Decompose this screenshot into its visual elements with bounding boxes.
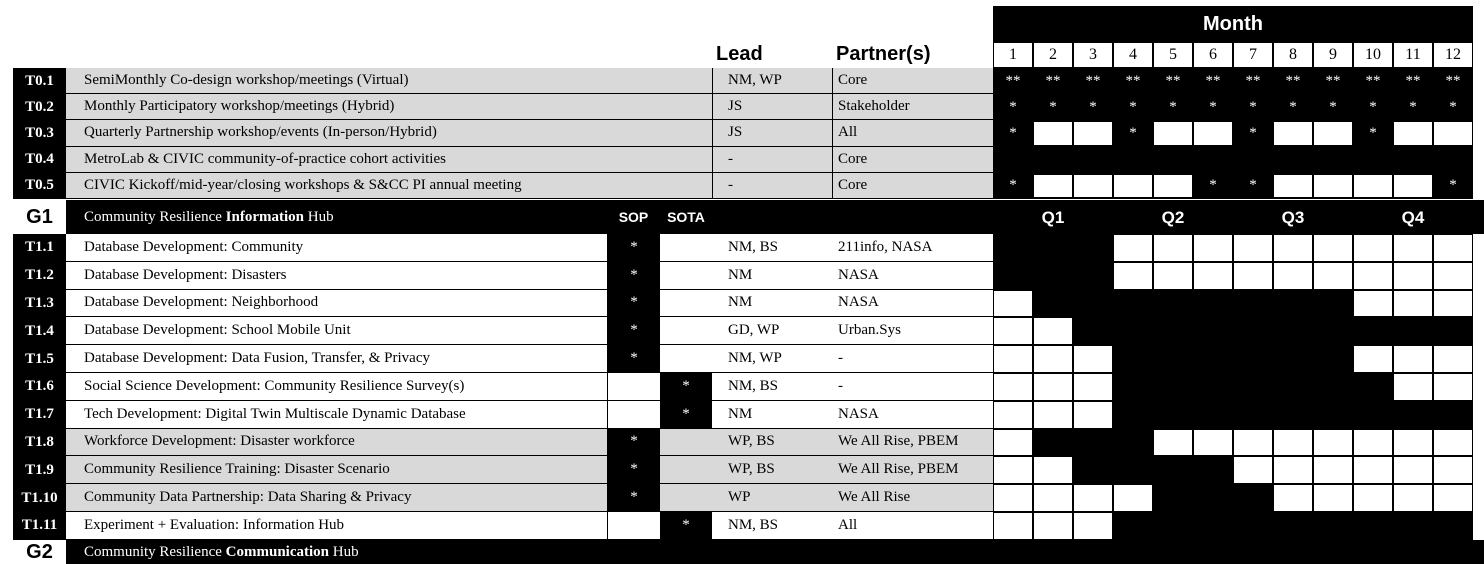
- month-cell-active: [1073, 317, 1113, 345]
- month-cell-empty: [1274, 235, 1312, 261]
- month-cell-empty: [1154, 175, 1192, 197]
- month-cell-empty: [1194, 235, 1232, 261]
- month-cell-empty: [1234, 235, 1272, 261]
- month-cell-empty: [1394, 485, 1432, 511]
- month-cell-empty: [1354, 291, 1392, 317]
- month-cell-active: [1313, 373, 1353, 401]
- quarter-label: Q3: [1281, 207, 1305, 227]
- sop-cell: [607, 401, 660, 429]
- month-cell-empty: [1314, 430, 1352, 456]
- month-cell-mark: *: [1209, 98, 1217, 115]
- month-cell-active: [1233, 290, 1273, 318]
- task-id: T1.9: [13, 456, 66, 484]
- month-cell-empty: [1234, 263, 1272, 289]
- group-title-pre: Community Resilience: [84, 543, 226, 560]
- quarter-label: Q1: [1041, 207, 1065, 227]
- month-cell-empty: [994, 291, 1032, 317]
- lead-cell: -: [712, 147, 832, 173]
- month-cell-empty: [994, 485, 1032, 511]
- month-cell-empty: [1154, 263, 1192, 289]
- month-cell-empty: [1154, 122, 1192, 144]
- month-cell-empty: [1194, 430, 1232, 456]
- month-cell-mark: *: [1449, 177, 1457, 194]
- task-id: T0.3: [13, 120, 66, 146]
- sota-cell: *: [660, 401, 712, 429]
- month-cell-active: [1033, 290, 1073, 318]
- lead-cell: JS: [712, 120, 832, 146]
- month-cell-mark: **: [1245, 72, 1261, 89]
- month-cell-empty: [1074, 402, 1112, 428]
- sota-cell: [660, 429, 712, 457]
- task-id: T1.6: [13, 373, 66, 401]
- month-cell-empty: [1354, 346, 1392, 372]
- task-id: T1.11: [13, 512, 66, 540]
- month-cell-empty: [1314, 122, 1352, 144]
- task-name: Database Development: Community: [66, 234, 607, 262]
- lead-cell: NM, BS: [712, 512, 832, 540]
- task-name: Database Development: Neighborhood: [66, 290, 607, 318]
- task-id: T1.8: [13, 429, 66, 457]
- month-cell-empty: [1034, 175, 1072, 197]
- sota-cell: [660, 456, 712, 484]
- month-cell-empty: [1074, 374, 1112, 400]
- task-id: T1.2: [13, 262, 66, 290]
- month-cell-mark: *: [1009, 177, 1017, 194]
- month-cell-mark: *: [1369, 124, 1377, 141]
- month-cell-empty: [1434, 374, 1472, 400]
- month-cell-active: [1353, 401, 1393, 429]
- partners-header: Partner(s): [836, 43, 931, 65]
- lead-header: Lead: [716, 43, 763, 65]
- month-cell-empty: [1394, 346, 1432, 372]
- month-cell-empty: [1154, 235, 1192, 261]
- month-cell-mark: **: [1165, 72, 1181, 89]
- month-cell-empty: [1434, 485, 1472, 511]
- partner-cell: All: [832, 512, 993, 540]
- partner-cell: We All Rise: [832, 484, 993, 512]
- partner-cell: All: [832, 120, 993, 146]
- sota-cell: [660, 234, 712, 262]
- month-cell-active: [1033, 262, 1073, 290]
- lead-cell: NM, BS: [712, 373, 832, 401]
- sop-cell: *: [607, 484, 660, 512]
- month-cell-empty: [1394, 430, 1432, 456]
- month-cell-empty: [1314, 457, 1352, 483]
- month-cell-mark: **: [1285, 72, 1301, 89]
- sota-cell: [660, 484, 712, 512]
- month-cell-active: [1113, 456, 1153, 484]
- partner-cell: Core: [832, 173, 993, 199]
- task-name: SemiMonthly Co-design workshop/meetings (Virtual): [66, 68, 712, 94]
- month-number: 4: [1113, 42, 1153, 68]
- partner-cell: -: [832, 345, 993, 373]
- month-cell-active: [1273, 290, 1313, 318]
- task-name: Community Resilience Training: Disaster Scenario: [66, 456, 607, 484]
- month-cell-active: [1433, 317, 1473, 345]
- month-cell-empty: [994, 346, 1032, 372]
- month-cell-active: [1193, 345, 1233, 373]
- month-number: 9: [1313, 42, 1353, 68]
- task-id: T0.5: [13, 173, 66, 199]
- month-cell-active: [1193, 484, 1233, 512]
- month-cell-active: [1193, 317, 1233, 345]
- month-cell-empty: [1234, 457, 1272, 483]
- sota-cell: *: [660, 512, 712, 540]
- quarter-label: Q4: [1401, 207, 1425, 227]
- month-cell-empty: [1314, 485, 1352, 511]
- month-cell-empty: [1114, 175, 1152, 197]
- month-cell-active: [1273, 512, 1313, 540]
- month-cell-empty: [994, 457, 1032, 483]
- month-cell-mark: *: [1249, 98, 1257, 115]
- month-cell-mark: **: [1085, 72, 1101, 89]
- month-cell-active: [1233, 512, 1273, 540]
- month-cell-empty: [1434, 122, 1472, 144]
- month-cell-empty: [1074, 513, 1112, 539]
- partner-cell: 211info, NASA: [832, 234, 993, 262]
- month-cell-active: [1193, 373, 1233, 401]
- month-cell-active: [1353, 373, 1393, 401]
- task-id: T1.4: [13, 317, 66, 345]
- month-cell-mark: **: [1125, 72, 1141, 89]
- month-cell-active: [1193, 401, 1233, 429]
- month-number: 6: [1193, 42, 1233, 68]
- month-number: 1: [993, 42, 1033, 68]
- group-title-bold: Information: [225, 208, 304, 225]
- month-cell-active: [993, 262, 1033, 290]
- month-cell-empty: [1114, 235, 1152, 261]
- month-cell-empty: [1194, 263, 1232, 289]
- month-cell-empty: [1354, 430, 1392, 456]
- month-number: 10: [1353, 42, 1393, 68]
- month-cell-active: [1313, 290, 1353, 318]
- partner-cell: -: [832, 373, 993, 401]
- month-cell-empty: [1074, 175, 1112, 197]
- month-cell-empty: [1274, 122, 1312, 144]
- month-cell-empty: [1194, 122, 1232, 144]
- month-cell-mark: **: [1205, 72, 1221, 89]
- month-cell-active: [1073, 429, 1113, 457]
- month-area: [993, 147, 1473, 173]
- sota-cell: *: [660, 373, 712, 401]
- month-cell-active: [1273, 345, 1313, 373]
- month-cell-empty: [1034, 374, 1072, 400]
- month-cell-mark: **: [1045, 72, 1061, 89]
- group-title-post: Hub: [304, 208, 334, 225]
- lead-cell: NM: [712, 290, 832, 318]
- month-cell-mark: *: [1209, 177, 1217, 194]
- task-id: T1.10: [13, 484, 66, 512]
- month-number: 5: [1153, 42, 1193, 68]
- month-cell-empty: [1314, 235, 1352, 261]
- month-cell-mark: **: [1445, 72, 1461, 89]
- month-cell-active: [1353, 512, 1393, 540]
- month-cell-empty: [1394, 457, 1432, 483]
- sop-cell: [607, 512, 660, 540]
- sop-cell: *: [607, 290, 660, 318]
- month-cell-empty: [1394, 235, 1432, 261]
- month-cell-empty: [1154, 430, 1192, 456]
- month-cell-active: [993, 234, 1033, 262]
- task-name: Tech Development: Digital Twin Multiscale Dynamic Database: [66, 401, 607, 429]
- month-cell-active: [1153, 290, 1193, 318]
- month-cell-mark: **: [1365, 72, 1381, 89]
- group-title-post: Hub: [329, 543, 359, 560]
- month-cell-empty: [994, 402, 1032, 428]
- lead-cell: -: [712, 173, 832, 199]
- month-cell-active: [1353, 317, 1393, 345]
- month-cell-empty: [1274, 175, 1312, 197]
- month-number: 11: [1393, 42, 1433, 68]
- month-cell-empty: [1274, 485, 1312, 511]
- month-cell-mark: *: [1289, 98, 1297, 115]
- lead-cell: GD, WP: [712, 317, 832, 345]
- month-cell-mark: *: [1329, 98, 1337, 115]
- task-name: Social Science Development: Community Resilience Survey(s): [66, 373, 607, 401]
- month-cell-empty: [1034, 485, 1072, 511]
- month-cell-active: [1313, 345, 1353, 373]
- task-name: Monthly Participatory workshop/meetings (Hybrid): [66, 94, 712, 120]
- quarter-label: Q2: [1161, 207, 1185, 227]
- month-cell-mark: **: [1005, 72, 1021, 89]
- task-name: Quarterly Partnership workshop/events (In-person/Hybrid): [66, 120, 712, 146]
- month-cell-empty: [994, 430, 1032, 456]
- month-cell-active: [1153, 456, 1193, 484]
- month-cell-active: [1313, 512, 1353, 540]
- lead-cell: NM, WP: [712, 68, 832, 94]
- task-name: Community Data Partnership: Data Sharing & Privacy: [66, 484, 607, 512]
- partner-cell: NASA: [832, 262, 993, 290]
- month-cell-active: [1433, 512, 1473, 540]
- month-cell-active: [1073, 234, 1113, 262]
- month-cell-active: [1393, 512, 1433, 540]
- month-cell-active: [1073, 262, 1113, 290]
- lead-cell: NM: [712, 262, 832, 290]
- month-cell-mark: *: [1249, 177, 1257, 194]
- partner-cell: NASA: [832, 401, 993, 429]
- month-cell-empty: [1234, 430, 1272, 456]
- month-cell-active: [1153, 345, 1193, 373]
- partner-cell: Core: [832, 68, 993, 94]
- month-cell-empty: [1034, 457, 1072, 483]
- month-cell-empty: [994, 374, 1032, 400]
- month-cell-active: [1073, 456, 1113, 484]
- task-name: CIVIC Kickoff/mid-year/closing workshops & S&CC PI annual meeting: [66, 173, 712, 199]
- month-cell-active: [1153, 512, 1193, 540]
- task-id: T1.3: [13, 290, 66, 318]
- month-cell-active: [1113, 512, 1153, 540]
- month-cell-empty: [1434, 235, 1472, 261]
- month-cell-active: [1113, 290, 1153, 318]
- task-id: T1.1: [13, 234, 66, 262]
- month-cell-empty: [1114, 263, 1152, 289]
- sop-cell: *: [607, 345, 660, 373]
- sota-cell: [660, 262, 712, 290]
- month-number: 8: [1273, 42, 1313, 68]
- month-cell-active: [1233, 484, 1273, 512]
- lead-cell: WP, BS: [712, 429, 832, 457]
- lead-cell: WP: [712, 484, 832, 512]
- month-cell-empty: [1114, 485, 1152, 511]
- month-cell-active: [1393, 401, 1433, 429]
- group-title-bold: Communication: [225, 543, 329, 560]
- month-cell-active: [1193, 290, 1233, 318]
- month-cell-mark: **: [1405, 72, 1421, 89]
- month-cell-active: [1153, 317, 1193, 345]
- month-cell-empty: [1274, 430, 1312, 456]
- month-cell-active: [1033, 234, 1073, 262]
- task-name: Database Development: Data Fusion, Transfer, & Privacy: [66, 345, 607, 373]
- month-cell-active: [1233, 401, 1273, 429]
- month-cell-mark: *: [1449, 98, 1457, 115]
- month-cell-empty: [1354, 485, 1392, 511]
- month-cell-active: [1193, 456, 1233, 484]
- month-cell-empty: [1034, 513, 1072, 539]
- partner-cell: Urban.Sys: [832, 317, 993, 345]
- sota-cell: [660, 345, 712, 373]
- month-cell-empty: [1434, 457, 1472, 483]
- month-cell-active: [1153, 484, 1193, 512]
- month-cell-active: [1073, 290, 1113, 318]
- group-id: G2: [13, 540, 66, 564]
- group-title-pre: Community Resilience: [84, 208, 226, 225]
- month-cell-empty: [1314, 175, 1352, 197]
- month-cell-empty: [1394, 374, 1432, 400]
- month-cell-active: [1233, 373, 1273, 401]
- month-cell-active: [1273, 317, 1313, 345]
- month-cell-empty: [1034, 122, 1072, 144]
- month-cell-mark: *: [1089, 98, 1097, 115]
- task-id: T0.1: [13, 68, 66, 94]
- month-cell-empty: [1034, 402, 1072, 428]
- month-cell-empty: [1274, 457, 1312, 483]
- month-cell-mark: *: [1129, 98, 1137, 115]
- task-id: T0.2: [13, 94, 66, 120]
- partner-cell: Stakeholder: [832, 94, 993, 120]
- task-id: T1.7: [13, 401, 66, 429]
- month-cell-active: [1233, 345, 1273, 373]
- month-cell-active: [1273, 401, 1313, 429]
- month-cell-active: [1273, 373, 1313, 401]
- month-cell-empty: [1434, 346, 1472, 372]
- month-cell-empty: [994, 513, 1032, 539]
- lead-cell: NM, BS: [712, 234, 832, 262]
- group-id: G1: [13, 200, 66, 234]
- sop-cell: *: [607, 429, 660, 457]
- month-cell-mark: *: [1249, 124, 1257, 141]
- group-title: [66, 540, 1484, 564]
- task-name: Database Development: Disasters: [66, 262, 607, 290]
- month-number: 7: [1233, 42, 1273, 68]
- month-cell-active: [1313, 401, 1353, 429]
- lead-cell: NM: [712, 401, 832, 429]
- lead-cell: JS: [712, 94, 832, 120]
- month-cell-empty: [1394, 263, 1432, 289]
- sop-cell: [607, 373, 660, 401]
- sota-cell: [660, 290, 712, 318]
- month-number: 2: [1033, 42, 1073, 68]
- month-cell-empty: [1394, 291, 1432, 317]
- month-cell-empty: [1354, 235, 1392, 261]
- month-cell-active: [1113, 429, 1153, 457]
- partner-cell: We All Rise, PBEM: [832, 456, 993, 484]
- month-cell-empty: [1074, 122, 1112, 144]
- month-cell-active: [1113, 317, 1153, 345]
- month-number: 12: [1433, 42, 1473, 68]
- month-cell-empty: [1314, 263, 1352, 289]
- sop-header: SOP: [618, 209, 649, 225]
- month-cell-active: [1153, 401, 1193, 429]
- task-name: Workforce Development: Disaster workforce: [66, 429, 607, 457]
- sop-cell: *: [607, 234, 660, 262]
- month-cell-empty: [1394, 122, 1432, 144]
- sota-cell: [660, 317, 712, 345]
- month-cell-empty: [1354, 175, 1392, 197]
- month-cell-empty: [1434, 291, 1472, 317]
- month-cell-empty: [994, 318, 1032, 344]
- task-name: Experiment + Evaluation: Information Hub: [66, 512, 607, 540]
- month-cell-empty: [1434, 430, 1472, 456]
- month-cell-empty: [1434, 263, 1472, 289]
- month-label: Month: [1203, 13, 1263, 35]
- month-cell-empty: [1394, 175, 1432, 197]
- sop-cell: *: [607, 262, 660, 290]
- task-id: T0.4: [13, 147, 66, 173]
- month-cell-empty: [1274, 263, 1312, 289]
- month-cell-mark: *: [1129, 124, 1137, 141]
- lead-cell: NM, WP: [712, 345, 832, 373]
- partner-cell: We All Rise, PBEM: [832, 429, 993, 457]
- month-cell-active: [1153, 373, 1193, 401]
- partner-cell: NASA: [832, 290, 993, 318]
- month-cell-active: [1393, 317, 1433, 345]
- task-name: Database Development: School Mobile Unit: [66, 317, 607, 345]
- sota-header: SOTA: [667, 209, 705, 225]
- month-cell-active: [1113, 373, 1153, 401]
- month-cell-mark: **: [1325, 72, 1341, 89]
- task-id: T1.5: [13, 345, 66, 373]
- sop-cell: *: [607, 317, 660, 345]
- month-cell-empty: [1034, 346, 1072, 372]
- month-cell-active: [1433, 401, 1473, 429]
- month-cell-active: [1313, 317, 1353, 345]
- month-cell-mark: *: [1369, 98, 1377, 115]
- task-name: MetroLab & CIVIC community-of-practice cohort activities: [66, 147, 712, 173]
- month-cell-mark: *: [1049, 98, 1057, 115]
- month-cell-active: [1113, 401, 1153, 429]
- month-cell-empty: [1074, 346, 1112, 372]
- month-cell-mark: *: [1009, 124, 1017, 141]
- lead-cell: WP, BS: [712, 456, 832, 484]
- month-cell-mark: *: [1169, 98, 1177, 115]
- month-cell-active: [1233, 317, 1273, 345]
- partner-cell: Core: [832, 147, 993, 173]
- sop-cell: *: [607, 456, 660, 484]
- month-cell-empty: [1074, 485, 1112, 511]
- month-number: 3: [1073, 42, 1113, 68]
- month-cell-empty: [1034, 318, 1072, 344]
- month-cell-mark: *: [1409, 98, 1417, 115]
- month-cell-active: [1033, 429, 1073, 457]
- month-cell-empty: [1354, 457, 1392, 483]
- month-cell-active: [1193, 512, 1233, 540]
- month-cell-empty: [1354, 263, 1392, 289]
- month-cell-active: [1113, 345, 1153, 373]
- month-cell-mark: *: [1009, 98, 1017, 115]
